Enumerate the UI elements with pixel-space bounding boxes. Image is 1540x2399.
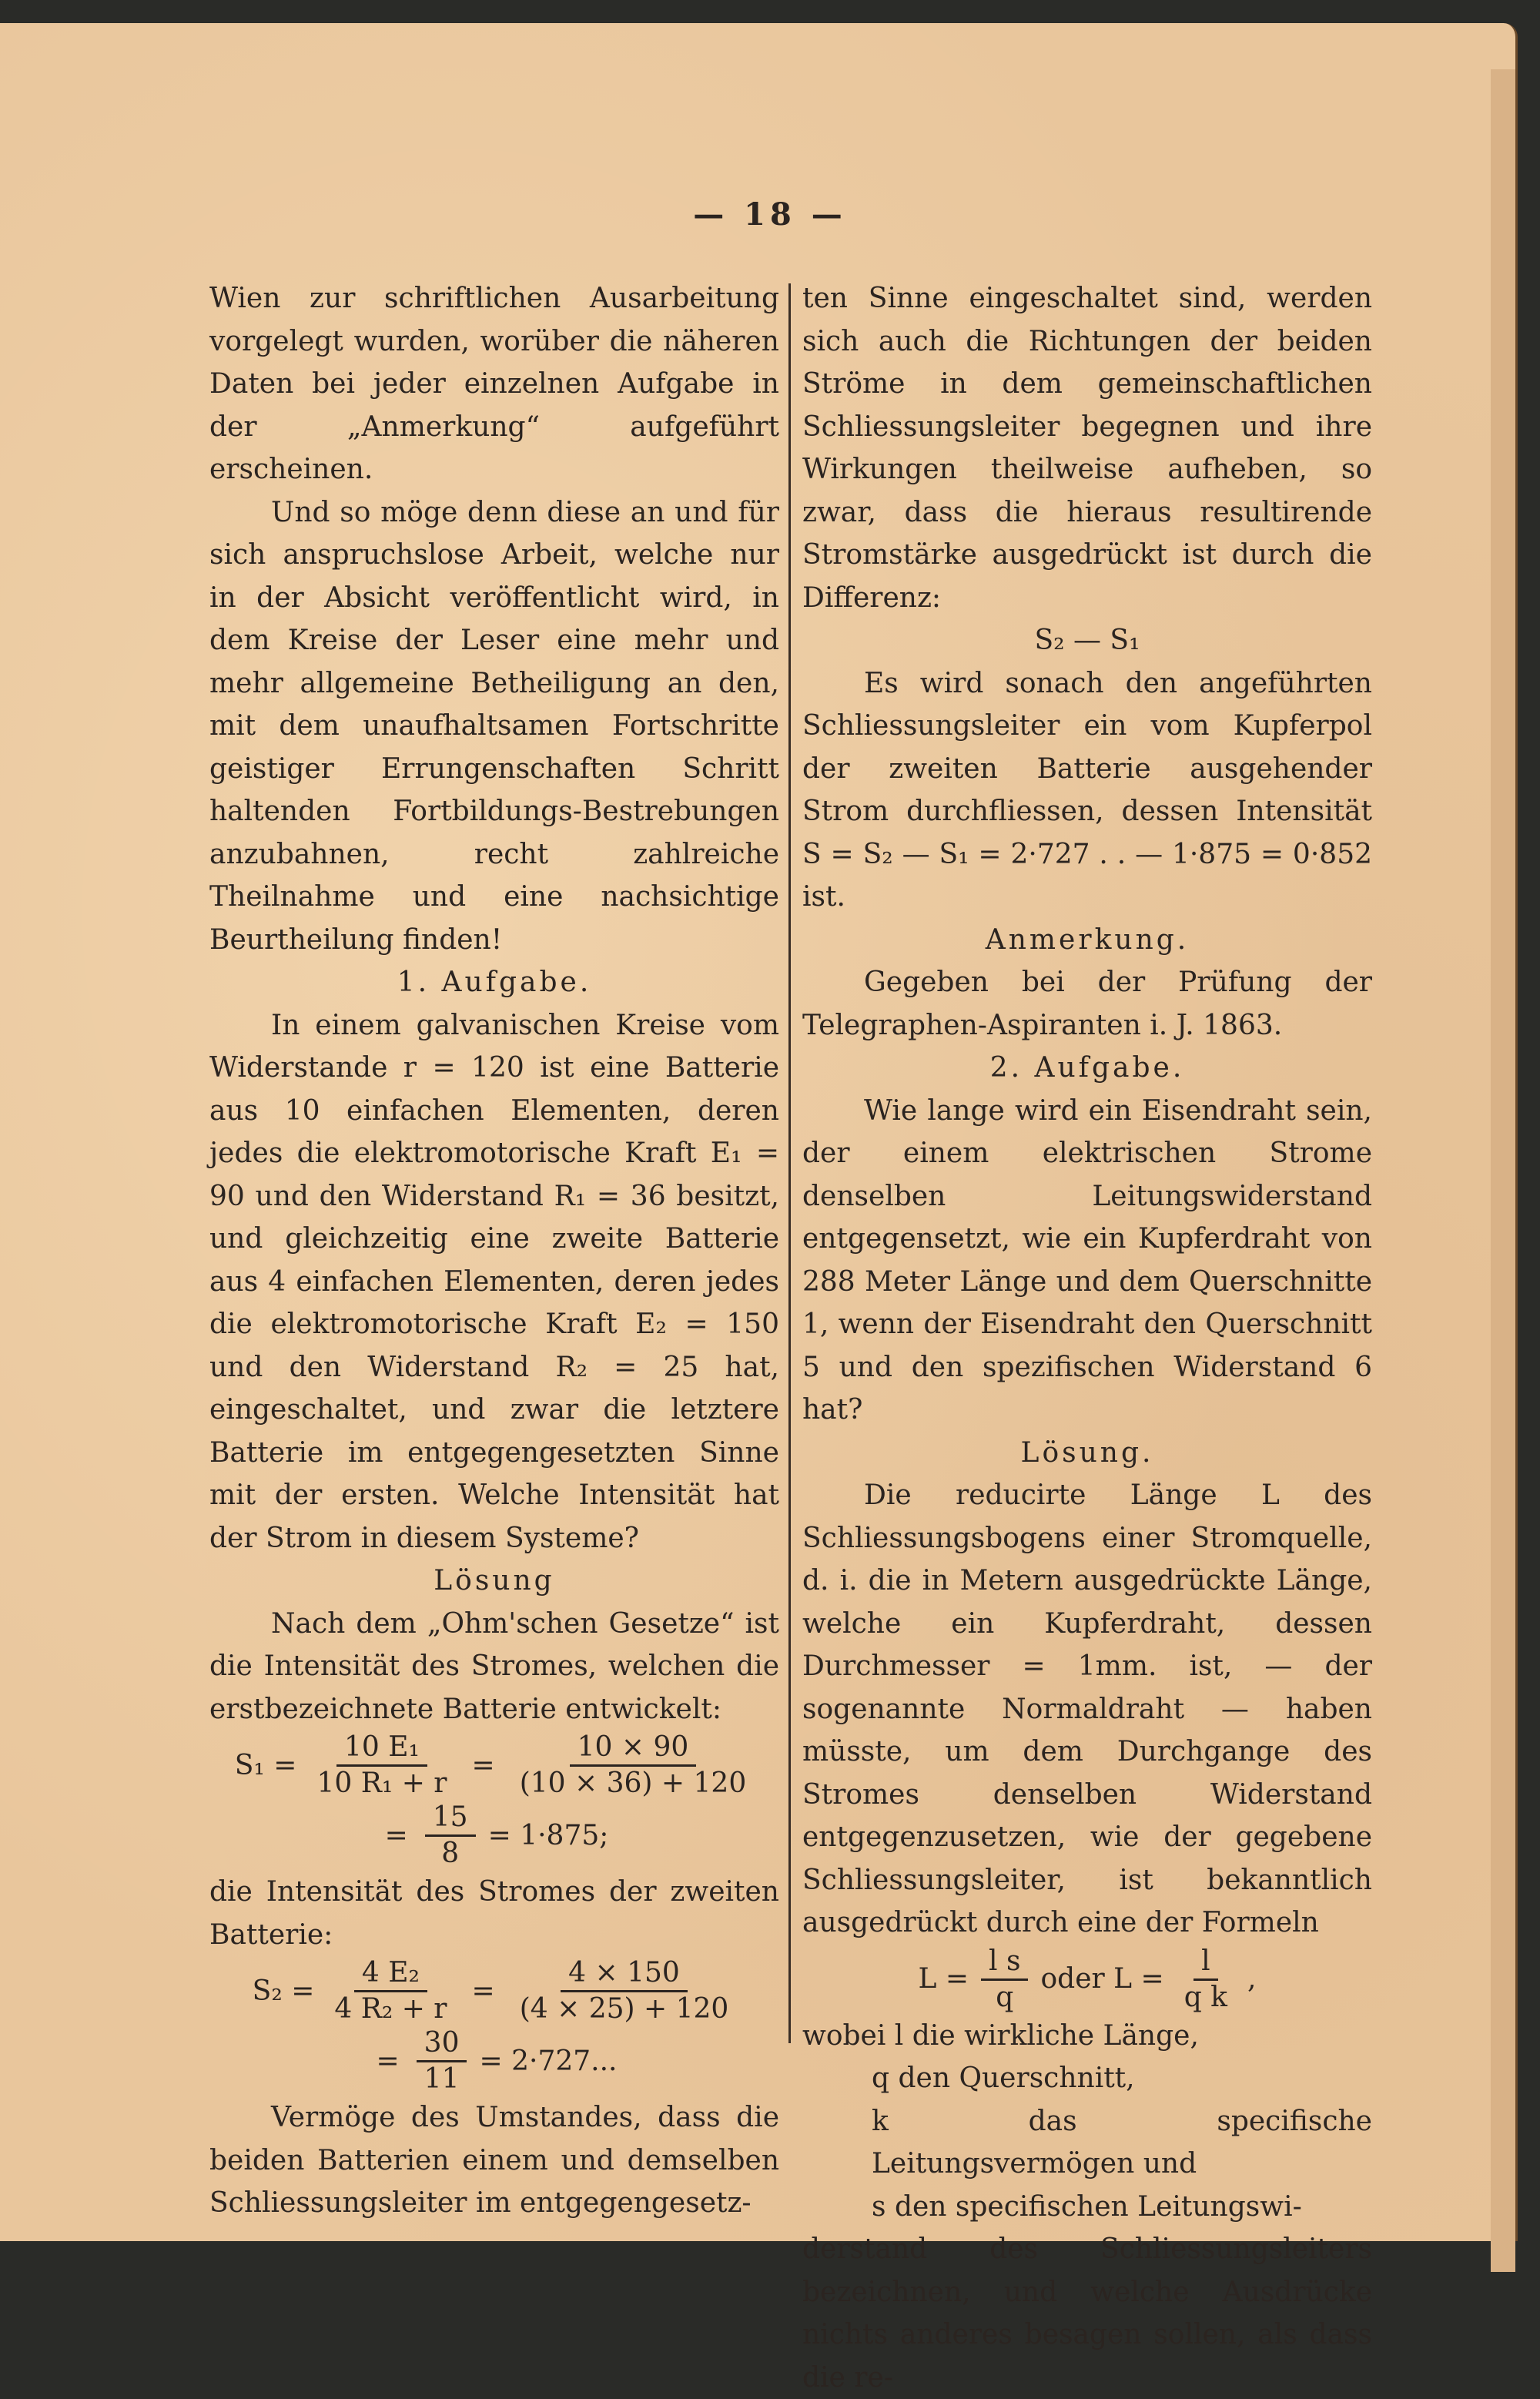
denominator: (4 × 25) + 120 (519, 1993, 729, 2025)
definition-text: den Querschnitt, (898, 2062, 1135, 2094)
denominator: 11 (424, 2063, 460, 2095)
definition-symbol: wobei l (802, 2019, 904, 2052)
section-heading: Anmerkung. (985, 923, 1190, 956)
denominator: (10 × 36) + 120 (519, 1767, 747, 1799)
page-edge (1491, 69, 1515, 2272)
paragraph: In einem galvanischen Kreise vom Widerstande r = 120 ist eine Batterie aus 10 einfachen Elementen, deren jedes die elektromotorische Kraft E₁ = 90 und den Widerstand R₁ = 36 besitzt, und gleichzeitig eine zweite Batterie aus 4 einfachen Elementen, deren jedes die elektromotorische Kraft E₂ = 150 und den Widerstand R₂ = 25 hat, eingeschaltet, und zwar die letztere Batterie im entgegengesetzten Sinne mit der ersten. Welche Intensität hat der Strom in diesem Systeme? (209, 1009, 779, 1554)
denominator: 10 R₁ + r (316, 1767, 447, 1799)
formula-reduced-length (802, 1945, 1372, 2015)
equals: = (376, 2045, 400, 2077)
fraction (417, 2026, 467, 2096)
definition-text: die wirkliche Länge, (912, 2019, 1199, 2052)
paragraph: Wie lange wird ein Eisendraht sein, der einem elektrischen Strome denselben Leitungswiderstand entgegensetzt, wie ein Kupferdraht von 288 Meter Länge und dem Querschnitte 1, wenn der Eisendraht den Querschnitt 5 und den spezifischen Widerstand 6 hat? (802, 1094, 1372, 1426)
definition-item (802, 2100, 1372, 2186)
section-heading: Lösung (434, 1565, 555, 1597)
column-divider (788, 283, 791, 2043)
definition-item (802, 2057, 1372, 2100)
numerator: 15 (425, 1801, 476, 1837)
formula-s1-result (209, 1801, 779, 1871)
numerator: 30 (417, 2026, 467, 2062)
denominator: q (996, 1981, 1014, 2013)
formula-connector: oder L = (1040, 1963, 1164, 1995)
definition-symbol: s (872, 2190, 886, 2223)
section-heading: 1. Aufgabe. (397, 967, 592, 998)
formula-s2 (209, 1956, 779, 2026)
definition-text: das specifische Leitungsvermögen und (872, 2105, 1372, 2180)
formula-lhs: S₁ = (234, 1749, 297, 1781)
denominator: 8 (441, 1838, 460, 1869)
section-heading: Lösung. (1020, 1436, 1154, 1469)
paragraph: Und so möge denn diese an und für sich anspruchslose Arbeit, welche nur in der Absicht veröffentlicht wird, in dem Kreise der Leser eine mehr und mehr allgemeine Betheiligung an den, mit dem unaufhaltsamen Fortschritte geistiger Errungenschaften Schritt haltenden Fortbildungs-Bestrebungen anzubahnen, recht zahlreiche Theilnahme und eine nachsichtige Beurtheilung finden! (209, 496, 779, 956)
paragraph: die Intensität des Stromes der zweiten Batterie: (209, 1876, 779, 1951)
definitions-list (802, 2015, 1372, 2229)
definition-item (802, 2015, 1372, 2058)
result: = 1·875; (487, 1819, 609, 1851)
equals: = (471, 1749, 495, 1781)
numerator: 4 E₂ (354, 1956, 427, 1992)
equals: = (384, 1819, 408, 1851)
numerator: l s (981, 1945, 1028, 1981)
numerator: l (1194, 1945, 1218, 1981)
formula-difference: S₂ — S₁ (1034, 625, 1140, 656)
numerator: 10 × 90 (570, 1731, 697, 1767)
paragraph: Die reducirte Länge L des Schliessungsbogens einer Stromquelle, d. i. die in Metern ausgedrückte Länge, welche ein Kupferdraht, dessen Durchmesser = 1mm. ist, — der sogenannte Normaldraht — haben müsste, um dem Durchgange des Stromes denselben Widerstand entgegenzusetzen, wie der gegebene Schliessungsleiter, ist bekanntlich ausgedrückt durch eine der Formeln (802, 1479, 1372, 1938)
result: = 2·727... (479, 2045, 618, 2077)
paragraph: Wien zur schriftlichen Ausarbeitung vorgelegt wurden, worüber die näheren Daten bei jeder einzelnen Aufgabe in der „Anmerkung“ aufgeführt erscheinen. (209, 283, 779, 485)
definition-text: den specifischen Leitungswi- (894, 2190, 1302, 2223)
formula-lhs: L = (918, 1963, 969, 1995)
denominator: 4 R₂ + r (334, 1993, 447, 2025)
section-heading: 2. Aufgabe. (989, 1052, 1185, 1084)
definition-symbol: k (872, 2105, 889, 2137)
fraction (512, 1956, 737, 2026)
left-column (209, 277, 779, 2225)
fraction (1177, 1945, 1235, 2015)
definition-item (802, 2186, 1372, 2229)
page-number: — 18 — (693, 196, 847, 233)
denominator: q k (1183, 1981, 1227, 2013)
formula-s1 (209, 1731, 779, 1801)
paragraph: Gegeben bei der Prüfung der Telegraphen-Aspiranten i. J. 1863. (802, 967, 1372, 1041)
numerator: 10 E₁ (336, 1731, 427, 1767)
numerator: 4 × 150 (561, 1956, 688, 1992)
right-column (802, 277, 1372, 2399)
formula-tail: , (1247, 1963, 1257, 1995)
formula-s2-result (209, 2026, 779, 2096)
formula-lhs: S₂ = (252, 1975, 315, 2007)
fraction (425, 1801, 476, 1871)
fraction (326, 1956, 454, 2026)
definition-symbol: q (872, 2062, 890, 2094)
paragraph: derstand des Schliessungsleiters bezeichnen, und welche Ausdrücke nichts anderes besagen sollen, als dass die re- (802, 2233, 1372, 2394)
paragraph: Es wird sonach den angeführten Schliessungsleiter ein vom Kupferpol der zweiten Batterie ausgehender Strom durchfliessen, dessen Intensität S = S₂ — S₁ = 2·727 . . — 1·875 = 0·852 ist. (802, 667, 1372, 913)
fraction (309, 1731, 454, 1801)
fraction (512, 1731, 755, 1801)
equals: = (471, 1975, 495, 2007)
paragraph: Nach dem „Ohm'schen Gesetze“ ist die Intensität des Stromes, welchen die erstbezeichnete Batterie entwickelt: (209, 1607, 779, 1725)
paragraph: ten Sinne eingeschaltet sind, werden sich auch die Richtungen der beiden Ströme in dem gemeinschaftlichen Schliessungsleiter begegnen und ihre Wirkungen theilweise aufheben, so zwar, dass die hieraus resultirende Stromstärke ausgedrückt ist durch die Differenz: (802, 283, 1372, 614)
fraction (981, 1945, 1028, 2015)
paragraph: Vermöge des Umstandes, dass die beiden Batterien einem und demselben Schliessungsleiter im entgegengesetz- (209, 2102, 779, 2219)
